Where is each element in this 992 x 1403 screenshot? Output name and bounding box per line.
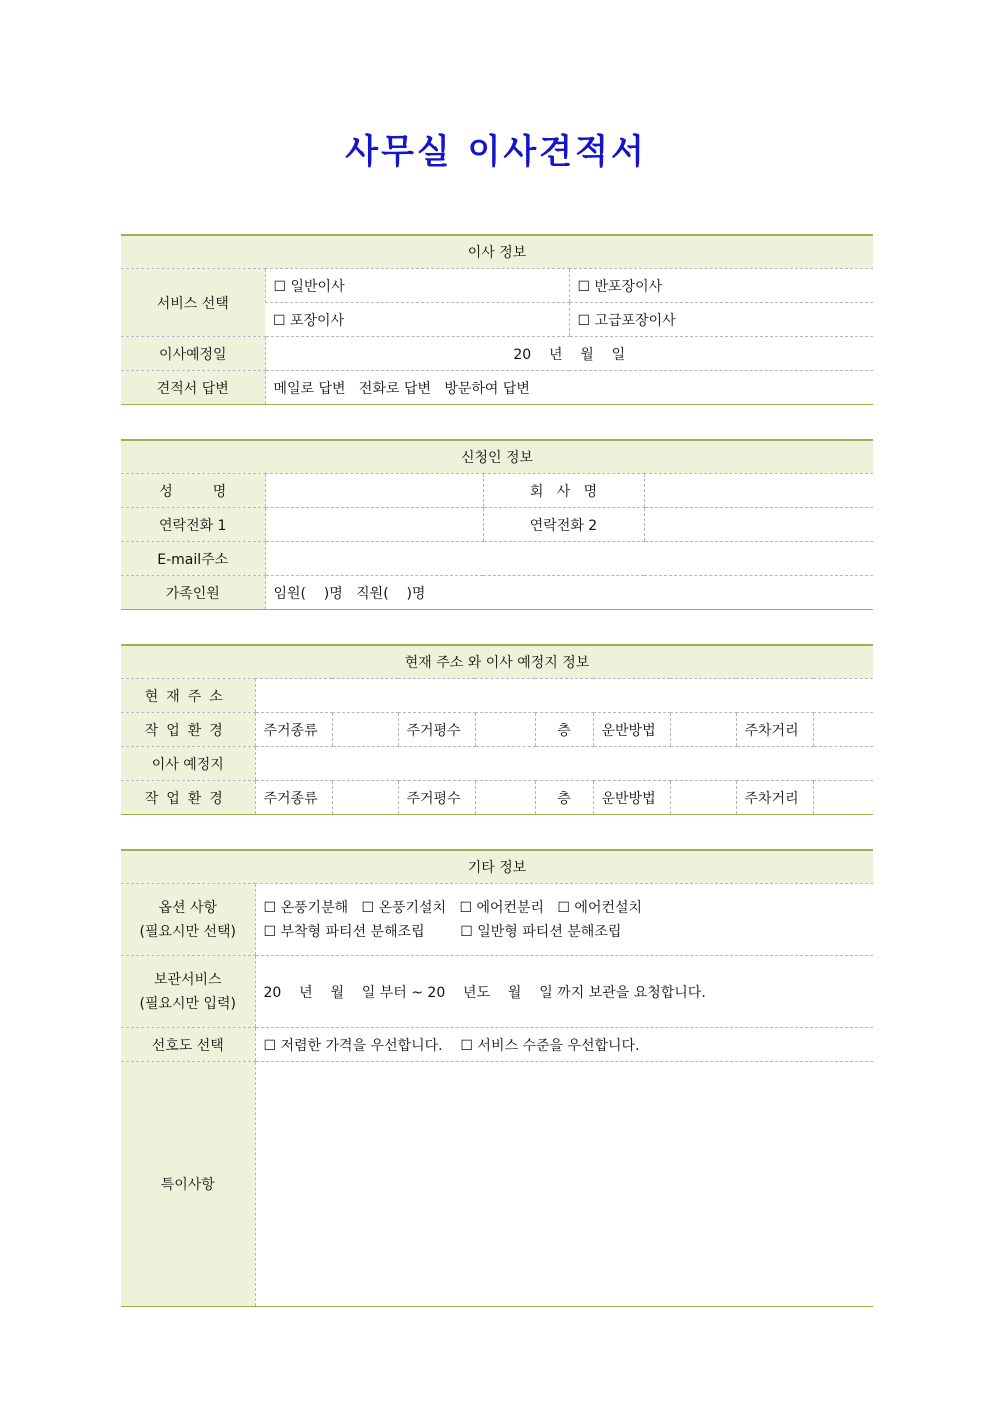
dest-transport-field[interactable] (670, 781, 736, 815)
page-title: 사무실 이사견적서 (345, 132, 647, 172)
address-info-table (121, 644, 873, 815)
current-address-label: 현재주소 (121, 679, 255, 713)
option-general-moving[interactable]: ☐ 일반이사 (265, 269, 569, 303)
special-notes-label: 특이사항 (121, 1062, 255, 1307)
transport-field[interactable] (670, 713, 736, 747)
parking-label: 주차거리 (736, 713, 813, 747)
options-label-line2: (필요시만 선택) (139, 923, 237, 940)
storage-label-line1: 보관서비스 (153, 971, 222, 988)
phone2-field[interactable] (644, 508, 873, 542)
house-type-label: 주거종류 (255, 713, 332, 747)
preference-label: 선호도 선택 (121, 1028, 255, 1062)
options-label (121, 884, 255, 956)
option-premium-packing[interactable]: ☐ 고급포장이사 (569, 303, 873, 337)
options-line1[interactable]: ☐ 온풍기분해 ☐ 온풍기설치 ☐ 에어컨분리 ☐ 에어컨설치 (263, 899, 643, 916)
option-packing-moving[interactable]: ☐ 포장이사 (265, 303, 569, 337)
moving-date-field[interactable]: 20 년 월 일 (265, 337, 873, 371)
quote-reply-field[interactable]: 메일로 답변 전화로 답변 방문하여 답변 (265, 371, 873, 405)
house-size-field[interactable] (475, 713, 535, 747)
applicant-info-header: 신청인 정보 (121, 440, 873, 474)
work-env-label: 작업환경 (121, 713, 255, 747)
dest-parking-label: 주차거리 (736, 781, 813, 815)
name-field[interactable] (265, 474, 483, 508)
other-info-table (121, 849, 873, 1307)
options-label-line1: 옵션 사항 (158, 899, 218, 916)
special-notes-field[interactable] (255, 1062, 873, 1307)
dest-parking-field[interactable] (813, 781, 873, 815)
phone1-label: 연락전화 1 (121, 508, 265, 542)
email-label: E-mail주소 (121, 542, 265, 576)
moving-info-header: 이사 정보 (121, 235, 873, 269)
transport-label: 운반방법 (593, 713, 670, 747)
option-half-packing[interactable]: ☐ 반포장이사 (569, 269, 873, 303)
service-select-label: 서비스 선택 (121, 269, 265, 337)
destination-field[interactable] (255, 747, 873, 781)
parking-field[interactable] (813, 713, 873, 747)
moving-info-table (121, 234, 873, 405)
storage-label (121, 956, 255, 1028)
dest-house-type-field[interactable] (332, 781, 398, 815)
moving-date-label: 이사예정일 (121, 337, 265, 371)
dest-house-size-label: 주거평수 (398, 781, 475, 815)
company-label: 회 사 명 (483, 474, 644, 508)
name-label: 성 명 (121, 474, 265, 508)
applicant-info-table (121, 439, 873, 610)
phone1-field[interactable] (265, 508, 483, 542)
house-size-label: 주거평수 (398, 713, 475, 747)
options-field[interactable] (255, 884, 873, 956)
dest-floor-label: 층 (535, 781, 593, 815)
email-field[interactable] (265, 542, 873, 576)
house-type-field[interactable] (332, 713, 398, 747)
dest-transport-label: 운반방법 (593, 781, 670, 815)
destination-label: 이사 예정지 (121, 747, 255, 781)
preference-field[interactable]: ☐ 저렴한 가격을 우선합니다. ☐ 서비스 수준을 우선합니다. (255, 1028, 873, 1062)
quote-reply-label: 견적서 답변 (121, 371, 265, 405)
dest-house-size-field[interactable] (475, 781, 535, 815)
other-info-header: 기타 정보 (121, 850, 873, 884)
family-count-label: 가족인원 (121, 576, 265, 610)
dest-work-env-label: 작업환경 (121, 781, 255, 815)
address-info-header: 현재 주소 와 이사 예정지 정보 (121, 645, 873, 679)
options-line2[interactable]: ☐ 부착형 파티션 분해조립 ☐ 일반형 파티션 분해조립 (263, 923, 622, 940)
company-field[interactable] (644, 474, 873, 508)
phone2-label: 연락전화 2 (483, 508, 644, 542)
storage-field[interactable]: 20 년 월 일 부터 ~ 20 년도 월 일 까지 보관을 요청합니다. (255, 956, 873, 1028)
current-address-field[interactable] (255, 679, 873, 713)
storage-label-line2: (필요시만 입력) (139, 995, 237, 1012)
dest-house-type-label: 주거종류 (255, 781, 332, 815)
family-count-field[interactable]: 임원( )명 직원( )명 (265, 576, 873, 610)
floor-label: 층 (535, 713, 593, 747)
